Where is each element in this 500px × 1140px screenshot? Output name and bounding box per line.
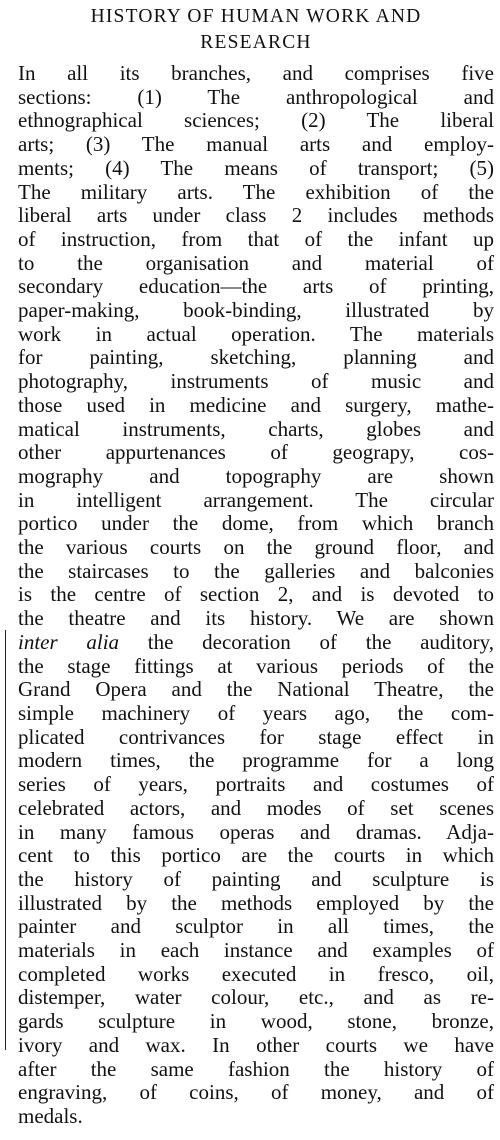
article-line: matical instruments, charts, globes and (18, 417, 494, 441)
article-line: paper-making, book-binding, illustrated by (18, 299, 494, 323)
headline-line-1: HISTORY OF HUMAN WORK AND (90, 6, 422, 27)
article-line: the staircases to the galleries and balconies (18, 559, 494, 583)
column-rule (5, 630, 6, 1050)
article-line: cent to this portico are the courts in which (18, 844, 494, 868)
article-line: ments; (4) The means of transport; (5) (18, 156, 494, 180)
article-line: painter and sculptor in all times, the (18, 915, 494, 939)
article-line: the history of painting and sculpture is (18, 867, 494, 891)
article-line: distemper, water colour, etc., and as re- (18, 986, 494, 1010)
article-line: for painting, sketching, planning and (18, 346, 494, 370)
headline-line-2: RESEARCH (200, 32, 312, 53)
article-line: in intelligent arrangement. The circular (18, 488, 494, 512)
article-line: simple machinery of years ago, the com- (18, 701, 494, 725)
article-line: series of years, portraits and costumes of (18, 773, 494, 797)
article-line: photography, instruments of music and (18, 370, 494, 394)
article-line: materials in each instance and examples of (18, 939, 494, 963)
article-line: is the centre of section 2, and is devoted to (18, 583, 494, 607)
article-line: to the organisation and material of (18, 251, 494, 275)
article-line: inter alia the decoration of the auditory, (18, 630, 494, 654)
article-line: In all its branches, and comprises five (18, 62, 494, 85)
article-line: medals. (18, 1104, 83, 1128)
article-line: completed works executed in fresco, oil, (18, 962, 494, 986)
article-line: secondary education—the arts of printing, (18, 275, 494, 299)
article (18, 4, 494, 1129)
article-line: after the same fashion the history of (18, 1057, 494, 1081)
article-line: liberal arts under class 2 includes methods (18, 204, 494, 228)
italic-phrase: inter alia (18, 630, 120, 654)
article-line: work in actual operation. The materials (18, 322, 494, 346)
article-line: plicated contrivances for stage effect in (18, 725, 494, 749)
article-line: the theatre and its history. We are shown (18, 607, 494, 631)
article-line: mography and topography are shown (18, 464, 494, 488)
article-line: Grand Opera and the National Theatre, the (18, 678, 494, 702)
article-line: ethnographical sciences; (2) The liberal (18, 109, 494, 133)
article-line: illustrated by the methods employed by the (18, 891, 494, 915)
article-line: The military arts. The exhibition of the (18, 180, 494, 204)
article-line: sections: (1) The anthropological and (18, 85, 494, 109)
article-line: arts; (3) The manual arts and employ- (18, 133, 494, 157)
article-line: modern times, the programme for a long (18, 749, 494, 773)
article-body (18, 62, 494, 1129)
article-line: portico under the dome, from which branch (18, 512, 494, 536)
article-line: engraving, of coins, of money, and of (18, 1081, 494, 1105)
article-line: of instruction, from that of the infant up (18, 227, 494, 251)
article-line: those used in medicine and surgery, mathe- (18, 393, 494, 417)
article-line: in many famous operas and dramas. Adja- (18, 820, 494, 844)
article-line: celebrated actors, and modes of set scenes (18, 796, 494, 820)
article-line: the various courts on the ground floor, and (18, 536, 494, 560)
article-line: the stage fittings at various periods of the (18, 654, 494, 678)
article-line: gards sculpture in wood, stone, bronze, (18, 1010, 494, 1034)
article-line: other appurtenances of geograpy, cos- (18, 441, 494, 465)
article-line: ivory and wax. In other courts we have (18, 1033, 494, 1057)
